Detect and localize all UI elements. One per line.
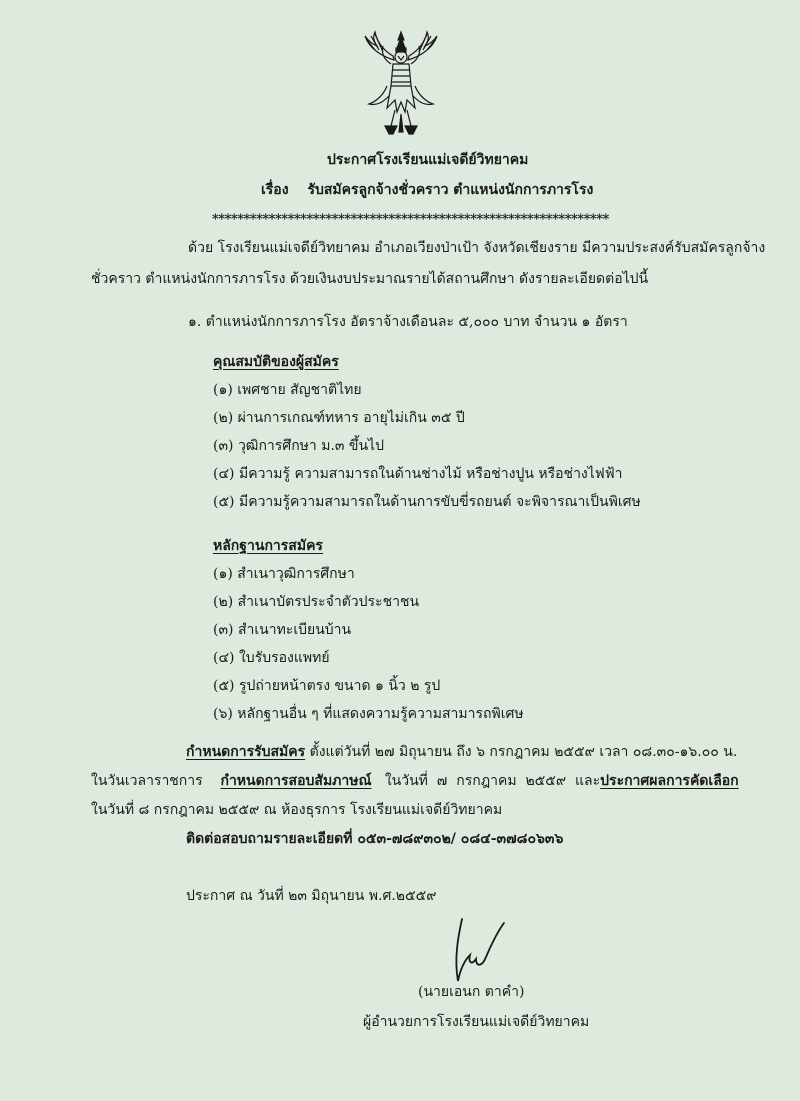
signature-icon [448,915,508,990]
result-date-line: ในวันที่ ๘ กรกฎาคม ๒๕๕๙ ณ ห้องธุรการ โรงเรียนแม่เจดีย์วิทยาคม [91,802,503,818]
qualification-item: (๒) ผ่านการเกณฑ์ทหาร อายุไม่เกิน ๓๕ ปี [213,410,465,426]
qualifications-heading: คุณสมบัติของผู้สมัคร [213,354,339,370]
contact-line: ติดต่อสอบถามรายละเอียดที่ ๐๕๓-๗๘๙๓๐๒/ ๐๘๔-๓๗๘๐๖๓๖ [186,831,564,847]
qualification-item: (๕) มีความรู้ความสามารถในด้านการขับขี่รถยนต์ จะพิจารณาเป็นพิเศษ [213,494,641,510]
apply-text: ตั้งแต่วันที่ ๒๗ มิถุนายน ถึง ๖ กรกฎาคม ๒๕๕๙ เวลา ๐๘.๓๐-๑๖.๐๐ น. [305,744,738,760]
qualification-item: (๓) วุฒิการศึกษา ม.๓ ขึ้นไป [213,438,384,454]
interview-label: กำหนดการสอบสัมภาษณ์ [220,773,372,789]
intro-line-1: ด้วย โรงเรียนแม่เจดีย์วิทยาคม อำเภอเวียงป่าเป้า จังหวัดเชียงราย มีความประสงค์รับสมัครลูกจ้าง [188,240,766,256]
document-item: (๕) รูปถ่ายหน้าตรง ขนาด ๑ นิ้ว ๒ รูป [213,678,441,694]
subject-text: รับสมัครลูกจ้างชั่วคราว ตำแหน่งนักการภารโรง [307,182,594,198]
document-item: (๒) สำเนาบัตรประจำตัวประชาชน [213,594,420,610]
interview-text: ในวันที่ ๗ กรกฎาคม ๒๕๕๙ และ [371,773,601,789]
result-label: ประกาศผลการคัดเลือก [600,773,739,789]
document-item: (๔) ใบรับรองแพทย์ [213,650,330,666]
documents-heading: หลักฐานการสมัคร [213,538,323,554]
subject-label: เรื่อง [261,182,289,198]
document-item: (๖) หลักฐานอื่น ๆ ที่แสดงความรู้ความสามารถพิเศษ [213,706,524,722]
document-item: (๓) สำเนาทะเบียนบ้าน [213,622,352,638]
interview-line [91,772,739,790]
garuda-emblem-icon [361,30,441,136]
document-item: (๑) สำเนาวุฒิการศึกษา [213,566,355,582]
intro-line-2: ชั่วคราว ตำแหน่งนักการภารโรง ด้วยเงินงบประมาณรายได้สถานศึกษา ดังรายละเอียดต่อไปนี้ [91,271,649,287]
interview-prefix: ในวันเวลาราชการ [91,773,221,789]
announcement-title: ประกาศโรงเรียนแม่เจดีย์วิทยาคม [327,152,529,168]
subject-line [261,181,593,199]
qualification-item: (๑) เพศชาย สัญชาติไทย [213,382,362,398]
apply-schedule-line [186,743,737,761]
apply-label: กำหนดการรับสมัคร [186,744,306,760]
qualification-item: (๔) มีความรู้ ความสามารถในด้านช่างไม้ หรือช่างปูน หรือช่างไฟฟ้า [213,466,623,482]
position-line: ๑. ตำแหน่งนักการภารโรง อัตราจ้างเดือนละ ๕,๐๐๐ บาท จำนวน ๑ อัตรา [188,314,628,330]
announce-date: ประกาศ ณ วันที่ ๒๓ มิถุนายน พ.ศ.๒๕๕๙ [186,888,437,904]
signer-title: ผู้อำนวยการโรงเรียนแม่เจดีย์วิทยาคม [363,1014,590,1030]
divider-stars: *************************************************************** [212,212,609,227]
signer-name: (นายเอนก ตาคำ) [418,984,525,1000]
